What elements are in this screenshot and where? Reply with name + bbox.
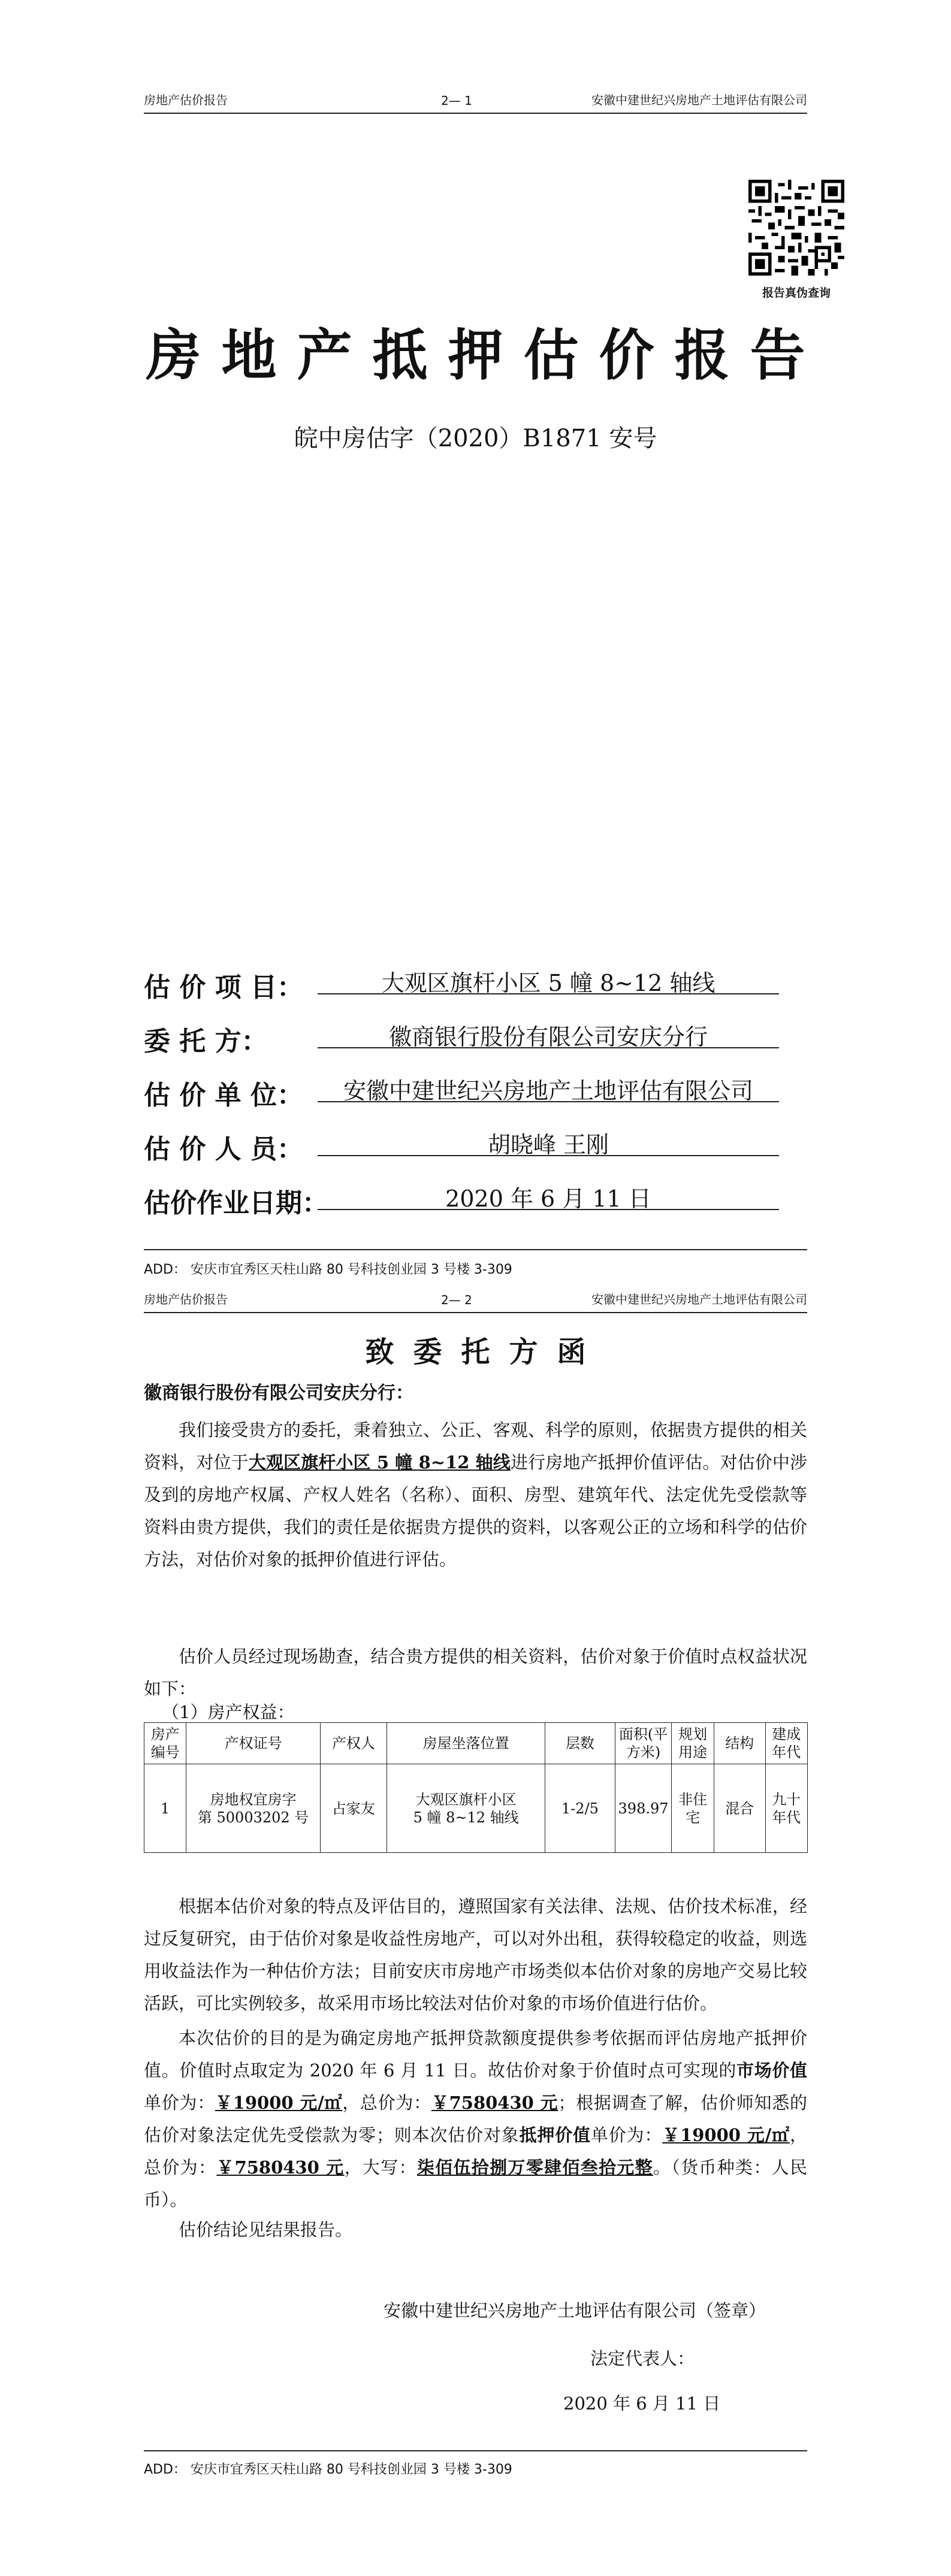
column-header: 房屋坐落位置 [387, 1723, 545, 1764]
header-left: 房地产估价报告 [144, 93, 228, 107]
header-company: 安徽中建世纪兴房地产土地评估有限公司 [591, 1292, 807, 1307]
cell-structure: 混合 [714, 1764, 765, 1853]
header-page-number: 2— 2 [441, 1293, 472, 1307]
info-value: 徽商银行股份有限公司安庆分行 [318, 1018, 779, 1048]
header-company: 安徽中建世纪兴房地产土地评估有限公司 [591, 93, 807, 107]
qr-code-icon[interactable] [748, 180, 844, 276]
letter-salutation: 徽商银行股份有限公司安庆分行： [144, 1383, 413, 1404]
column-header: 房产编号 [144, 1723, 186, 1764]
cell-certificate [186, 1764, 320, 1853]
mortgage-total-price: ￥7580430 元 [216, 2157, 345, 2178]
paragraph-text: ，总价为： [144, 2125, 807, 2178]
paragraph-text: 单价为： [590, 2125, 663, 2145]
document-number: 皖中房估字（2020）B1871 安号 [294, 425, 657, 452]
header-left: 房地产估价报告 [144, 1292, 228, 1307]
paragraph-text: 本次估价的目的是为确定房地产抵押贷款额度提供参考依据而评估房地产抵押价值。价值时点取定为 2020 年 6 月 11 日。故估价对象于价值时点可实现的 [144, 2028, 807, 2081]
info-value: 2020 年 6 月 11 日 [318, 1180, 779, 1210]
paragraph-valuation [144, 2022, 807, 2216]
signature-date: 2020 年 6 月 11 日 [563, 2393, 721, 2414]
cell-year: 九十年代 [765, 1764, 807, 1853]
cell-use: 非住宅 [672, 1764, 714, 1853]
column-header: 产权证号 [186, 1723, 320, 1764]
info-label: 估价作业日期： [144, 1188, 328, 1219]
market-unit-price: ￥19000 元/㎡ [215, 2093, 343, 2113]
info-row-project [144, 953, 815, 1006]
cell-floors: 1-2/5 [545, 1764, 615, 1853]
cell-owner: 占家友 [320, 1764, 387, 1853]
table-row [144, 1764, 808, 1853]
info-label: 估 价 单 位： [144, 1080, 303, 1111]
certificate-line: 房地权宜房字 [210, 1791, 297, 1808]
page-footer-address: ADD： 安庆市宜秀区天柱山路 80 号科技创业园 3 号楼 3-309 [144, 1262, 512, 1277]
info-row-date [144, 1168, 815, 1222]
signature-representative: 法定代表人： [590, 2348, 695, 2369]
paragraph-text: ；根据调查了解，估价师知悉的估价对象法定优先受偿款为零；则本次估价对象 [144, 2093, 807, 2145]
market-value-label: 市场价值 [736, 2060, 807, 2081]
cell-location [387, 1764, 545, 1853]
location-line: 5 幢 8~12 轴线 [413, 1809, 519, 1826]
mortgage-unit-price: ￥19000 元/㎡ [662, 2125, 790, 2145]
property-address: 大观区旗杆小区 5 幢 8~12 轴线 [248, 1452, 511, 1473]
paragraph-text: 单价为： [144, 2093, 215, 2113]
market-total-price: ￥7580430 元 [431, 2093, 558, 2113]
info-label: 估 价 项 目： [144, 972, 303, 1003]
property-rights-table [144, 1722, 808, 1853]
info-label: 委 托 方： [144, 1026, 268, 1057]
paragraph-method: 根据本估价对象的特点及评估目的，遵照国家有关法律、法规、估价技术标准，经过反复研究，由于估价对象是收益性房地产，可以对外出租，获得较稳定的收益，则选用收益法作为一种估价方法；目前安庆市房地产市场类似本估价对象的房地产交易比较活跃，可比实例较多，故采用市场比较法对估价对象的市场价值进行估价。 [144, 1896, 807, 2013]
paragraph-conclusion: 估价结论见结果报告。 [179, 2220, 353, 2240]
paragraph-text: 。（货币种类：人民币）。 [144, 2157, 807, 2210]
info-value: 胡晓峰 王刚 [318, 1126, 779, 1156]
report-title: 房地产抵押估价报告 [146, 323, 826, 388]
footer-divider [144, 2450, 807, 2451]
cell-number: 1 [144, 1764, 186, 1853]
cell-area: 398.97 [615, 1764, 672, 1853]
paragraph-text: 进行房地产抵押价值评估。对估价中涉及到的房地产权属、产权人姓名（名称）、面积、房型、建筑年代、法定优先受偿款等资料由贵方提供，我们的责任是依据贵方提供的资料，以客观公正的立场和科学的估价方法，对估价对象的抵押价值进行评估。 [144, 1452, 807, 1570]
paragraph-survey: 估价人员经过现场勘查，结合贵方提供的相关资料，估价对象于价值时点权益状况如下： [144, 1646, 807, 1699]
header-page-number: 2— 1 [441, 93, 472, 108]
info-row-client [144, 1006, 815, 1060]
paragraph-text: 我们接受贵方的委托，秉着独立、公正、客观、科学的原则，依据贵方提供的相关资料，对位于 [144, 1420, 807, 1473]
paragraph-text: ，总价为： [342, 2093, 431, 2113]
page-header [144, 1288, 807, 1313]
column-header: 层数 [545, 1723, 615, 1764]
signature-company: 安徽中建世纪兴房地产土地评估有限公司（签章） [384, 2300, 766, 2321]
table-header-row [144, 1723, 808, 1764]
paragraph-text: ，大写： [344, 2157, 417, 2178]
mortgage-value-label: 抵押价值 [519, 2125, 591, 2145]
column-header: 建成年代 [765, 1723, 807, 1764]
location-line: 大观区旗杆小区 [415, 1791, 517, 1808]
letter-title: 致委托方函 [365, 1335, 605, 1369]
info-value: 安徽中建世纪兴房地产土地评估有限公司 [318, 1072, 779, 1102]
qr-caption: 报告真伪查询 [762, 286, 831, 300]
paragraph-intro [144, 1414, 807, 1576]
rights-subheading: （1）房产权益： [162, 1702, 295, 1722]
footer-divider [144, 1249, 807, 1250]
column-header: 产权人 [320, 1723, 387, 1764]
info-value: 大观区旗杆小区 5 幢 8~12 轴线 [318, 965, 779, 994]
report-info-block [144, 953, 815, 1222]
info-row-appraiser-company [144, 1060, 815, 1114]
certificate-line: 第 50003202 号 [197, 1809, 309, 1826]
amount-in-words: 柒佰伍拾捌万零肆佰叁拾元整 [416, 2157, 653, 2178]
column-header: 结构 [714, 1723, 765, 1764]
column-header: 面积(平方米) [615, 1723, 672, 1764]
qr-block [747, 180, 846, 300]
page-header [144, 89, 807, 114]
info-label: 估 价 人 员： [144, 1134, 303, 1165]
page-footer-address: ADD： 安庆市宜秀区天柱山路 80 号科技创业园 3 号楼 3-309 [144, 2462, 512, 2477]
column-header: 规划用途 [672, 1723, 714, 1764]
info-row-appraisers [144, 1114, 815, 1168]
entrustment-letter-page [0, 1288, 951, 2576]
